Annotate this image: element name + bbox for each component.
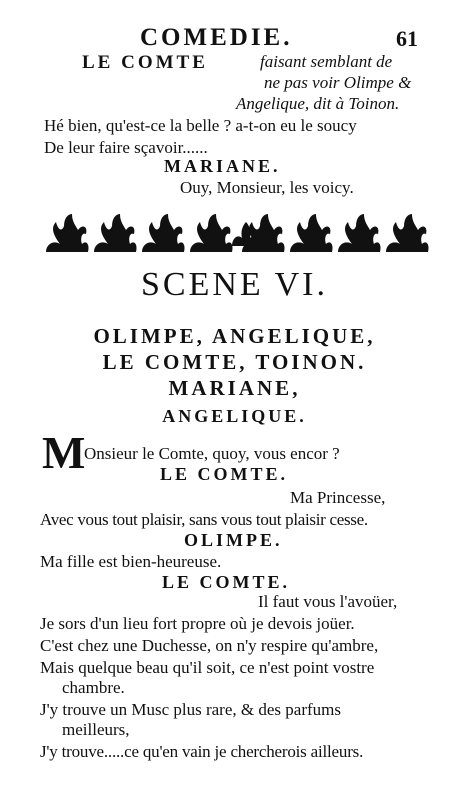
cast-line-1: OLIMPE, ANGELIQUE, <box>93 324 376 348</box>
cast-line-3: MARIANE, <box>168 376 301 400</box>
dialogue-line-11: meilleurs, <box>62 720 130 739</box>
running-title: COMEDIE. <box>140 24 293 51</box>
verse-line-1: Hé bien, qu'est-ce la belle ? a-t-on eu le soucy <box>44 116 357 135</box>
dialogue-line-6: Je sors d'un lieu fort propre où je devois joüer. <box>40 614 355 633</box>
dialogue-line-8: Mais quelque beau qu'il soit, ce n'est point vostre <box>40 658 375 677</box>
dialogue-line-12: J'y trouve.....ce qu'en vain je chercherois ailleurs. <box>40 742 364 761</box>
dialogue-line-7: C'est chez une Duchesse, on n'y respire qu'ambre, <box>40 636 379 655</box>
fleuron-icon <box>142 214 185 252</box>
speaker-angelique: ANGELIQUE. <box>162 406 307 426</box>
dialogue-line-5: Il faut vous l'avoüer, <box>258 592 398 611</box>
speaker-mariane: MARIANE. <box>164 156 281 176</box>
fleuron-icon <box>338 214 381 252</box>
verse-line-3: Ouy, Monsieur, les voicy. <box>180 178 354 197</box>
dialogue-line-2: Ma Princesse, <box>290 488 386 507</box>
cast-line-2: LE COMTE, TOINON. <box>102 350 367 374</box>
dialogue-line-1: Onsieur le Comte, quoy, vous encor ? <box>84 444 340 463</box>
stage-direction-1: faisant semblant de <box>260 52 393 71</box>
stage-direction-3: Angelique, dit à Toinon. <box>236 94 400 113</box>
fleuron-icon <box>290 214 333 252</box>
drop-cap: M <box>42 427 86 478</box>
fleuron-icon <box>190 214 233 252</box>
page-number: 61 <box>396 26 418 51</box>
speaker-le-comte-2: LE COMTE. <box>160 464 289 484</box>
dialogue-line-10: J'y trouve un Musc plus rare, & des parfums <box>40 700 341 719</box>
fleuron-icon <box>386 214 429 252</box>
stage-direction-2: ne pas voir Olimpe & <box>264 73 412 92</box>
scene-title: SCENE VI. <box>141 266 328 303</box>
speaker-le-comte-1: LE COMTE <box>82 52 208 73</box>
dialogue-line-4: Ma fille est bien-heureuse. <box>40 552 222 571</box>
fleuron-icon <box>46 214 89 252</box>
fleuron-icon <box>94 214 137 252</box>
fleuron-ornament-band <box>42 210 430 256</box>
speaker-olimpe: OLIMPE. <box>184 530 283 550</box>
dialogue-line-3: Avec vous tout plaisir, sans vous tout plaisir cesse. <box>40 510 368 529</box>
speaker-le-comte-3: LE COMTE. <box>162 572 291 592</box>
dialogue-line-9: chambre. <box>62 678 125 697</box>
verse-line-2: De leur faire sçavoir...... <box>44 138 208 157</box>
